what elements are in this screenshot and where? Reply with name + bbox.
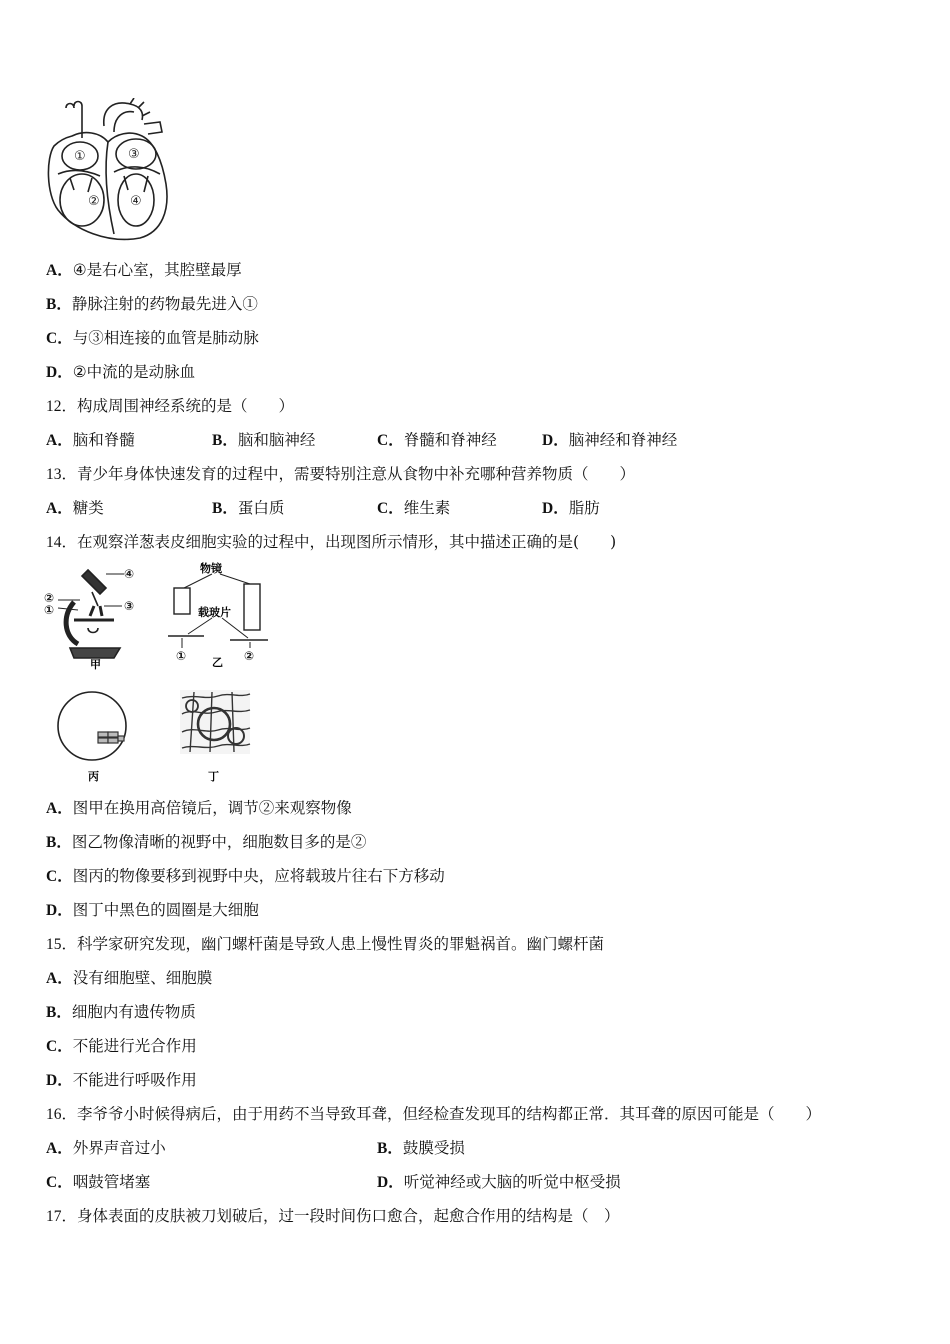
q13-option-c	[377, 498, 450, 519]
q11-option-a-label: A．	[46, 262, 73, 279]
q16-option-b-text: 鼓膜受损	[402, 1139, 465, 1157]
q11-option-d	[46, 362, 195, 383]
q16-option-d	[377, 1172, 621, 1193]
q12-option-b	[212, 430, 315, 451]
q13-stem	[46, 464, 635, 485]
q14-option-b	[46, 832, 366, 853]
heart-diagram	[44, 98, 172, 244]
jia-label-2: ②	[44, 591, 55, 605]
q15-option-c-text: 不能进行光合作用	[72, 1037, 197, 1055]
q14-option-d-label: D．	[46, 902, 73, 919]
q12-stem-text: 构成周围神经系统的是（ ）	[77, 397, 295, 415]
q12-option-c-text: 脊髓和脊神经	[403, 431, 497, 449]
q16-option-c	[46, 1172, 150, 1193]
q15-option-c	[46, 1036, 197, 1057]
q13-option-d	[542, 498, 600, 519]
q12-option-a-text: 脑和脊髓	[72, 431, 135, 449]
q14-option-a	[46, 798, 352, 819]
q15-option-d-text: 不能进行呼吸作用	[72, 1071, 197, 1089]
q12-stem	[46, 396, 294, 417]
q13-option-c-text: 维生素	[403, 499, 451, 517]
q14-option-c-text: 图丙的物像要移到视野中央，应将载玻片往右下方移动	[72, 867, 445, 885]
yi-slide-label: 载玻片	[198, 606, 231, 619]
q15-stem	[46, 934, 604, 955]
cells-svg	[176, 686, 256, 786]
q13-option-c-label: C．	[377, 500, 404, 517]
objective-figure-yi	[164, 560, 274, 672]
heart-diagram-svg	[44, 98, 172, 244]
q16-option-d-label: D．	[377, 1174, 404, 1191]
q16-option-a	[46, 1138, 166, 1159]
q16-option-c-label: C．	[46, 1174, 73, 1191]
q14-stem-text: 在观察洋葱表皮细胞实验的过程中，出现图所示情形，其中描述正确的是( )	[77, 533, 617, 551]
cells-figure-ding	[176, 686, 256, 786]
q17-stem	[46, 1206, 620, 1227]
q15-option-a-text: 没有细胞壁、细胞膜	[72, 969, 213, 987]
jia-label-1: ①	[44, 603, 55, 617]
field-view-figure-bing	[52, 686, 136, 786]
q13-option-a	[46, 498, 104, 519]
q13-option-d-text: 脂肪	[568, 499, 600, 517]
heart-label-4: ④	[130, 194, 142, 209]
caption-ding: 丁	[208, 770, 219, 783]
yi-objective-label: 物镜	[200, 562, 222, 575]
microscope-svg	[44, 562, 144, 672]
heart-label-1: ①	[74, 149, 86, 164]
q15-stem-text: 科学家研究发现，幽门螺杆菌是导致人患上慢性胃炎的罪魁祸首。幽门螺杆菌	[77, 935, 605, 953]
q14-option-a-label: A．	[46, 800, 73, 817]
q11-option-c-text: 与③相连接的血管是肺动脉	[72, 329, 259, 347]
q15-option-b-label: B．	[46, 1004, 72, 1021]
q16-option-b	[377, 1138, 465, 1159]
q15-option-b-text: 细胞内有遗传物质	[71, 1003, 196, 1021]
q12-number: 12．	[46, 398, 78, 415]
q15-option-a	[46, 968, 212, 989]
q11-option-d-text: ②中流的是动脉血	[72, 363, 196, 381]
q16-stem	[46, 1104, 821, 1125]
q16-option-a-label: A．	[46, 1140, 73, 1157]
q14-option-d	[46, 900, 259, 921]
q16-option-a-text: 外界声音过小	[72, 1139, 166, 1157]
q16-stem-text: 李爷爷小时候得病后，由于用药不当导致耳聋，但经检查发现耳的结构都正常．其耳聋的原因可能是（ ）	[77, 1105, 822, 1123]
q16-option-c-text: 咽鼓管堵塞	[72, 1173, 151, 1191]
q13-option-d-label: D．	[542, 500, 569, 517]
q16-options-row-1	[46, 1138, 906, 1158]
q12-option-b-text: 脑和脑神经	[237, 431, 316, 449]
q13-stem-text: 青少年身体快速发育的过程中，需要特别注意从食物中补充哪种营养物质（ ）	[77, 465, 636, 483]
q12-options-row	[46, 430, 906, 450]
q11-option-a-text: ④是右心室，其腔壁最厚	[72, 261, 242, 279]
q16-option-b-label: B．	[377, 1140, 403, 1157]
q15-option-a-label: A．	[46, 970, 73, 987]
q14-option-c	[46, 866, 445, 887]
q11-option-b	[46, 294, 258, 315]
q13-option-a-label: A．	[46, 500, 73, 517]
caption-yi: 乙	[212, 656, 223, 669]
field-view-svg	[52, 686, 136, 786]
objective-svg	[164, 560, 274, 672]
q15-option-c-label: C．	[46, 1038, 73, 1055]
q12-option-d-text: 脑神经和脊神经	[568, 431, 678, 449]
q13-option-b	[212, 498, 284, 519]
q11-option-b-label: B．	[46, 296, 72, 313]
q16-options-row-2	[46, 1172, 906, 1192]
q13-options-row	[46, 498, 906, 518]
q16-number: 16．	[46, 1106, 78, 1123]
q12-option-c	[377, 430, 497, 451]
q12-option-d-label: D．	[542, 432, 569, 449]
q17-number: 17．	[46, 1208, 78, 1225]
caption-bing: 丙	[88, 770, 99, 783]
q14-option-d-text: 图丁中黑色的圆圈是大细胞	[72, 901, 259, 919]
jia-label-3: ③	[124, 599, 135, 613]
q14-option-b-label: B．	[46, 834, 72, 851]
q15-option-d	[46, 1070, 197, 1091]
q12-option-b-label: B．	[212, 432, 238, 449]
q12-option-a	[46, 430, 135, 451]
q14-option-a-text: 图甲在换用高倍镜后，调节②来观察物像	[72, 799, 352, 817]
q11-option-b-text: 静脉注射的药物最先进入①	[71, 295, 258, 313]
q14-number: 14．	[46, 534, 78, 551]
q14-stem	[46, 532, 616, 553]
q14-option-b-text: 图乙物像清晰的视野中，细胞数目多的是②	[71, 833, 367, 851]
q11-option-c-label: C．	[46, 330, 73, 347]
q13-option-b-label: B．	[212, 500, 238, 517]
q12-option-d	[542, 430, 677, 451]
q15-option-b	[46, 1002, 196, 1023]
yi-label-1: ①	[176, 649, 187, 663]
q14-option-c-label: C．	[46, 868, 73, 885]
microscope-figure-jia	[44, 562, 144, 672]
heart-label-3: ③	[128, 147, 140, 162]
q17-stem-text: 身体表面的皮肤被刀划破后，过一段时间伤口愈合，起愈合作用的结构是（ ）	[77, 1207, 620, 1225]
q13-option-b-text: 蛋白质	[237, 499, 285, 517]
q15-number: 15．	[46, 936, 78, 953]
caption-jia: 甲	[90, 658, 101, 671]
q13-option-a-text: 糖类	[72, 499, 104, 517]
jia-label-4: ④	[124, 567, 135, 581]
heart-label-2: ②	[88, 194, 100, 209]
q13-number: 13．	[46, 466, 78, 483]
q11-option-d-label: D．	[46, 364, 73, 381]
q11-option-a	[46, 260, 242, 281]
yi-label-2: ②	[244, 649, 255, 663]
q15-option-d-label: D．	[46, 1072, 73, 1089]
q12-option-a-label: A．	[46, 432, 73, 449]
q11-option-c	[46, 328, 259, 349]
q12-option-c-label: C．	[377, 432, 404, 449]
q16-option-d-text: 听觉神经或大脑的听觉中枢受损	[403, 1173, 621, 1191]
